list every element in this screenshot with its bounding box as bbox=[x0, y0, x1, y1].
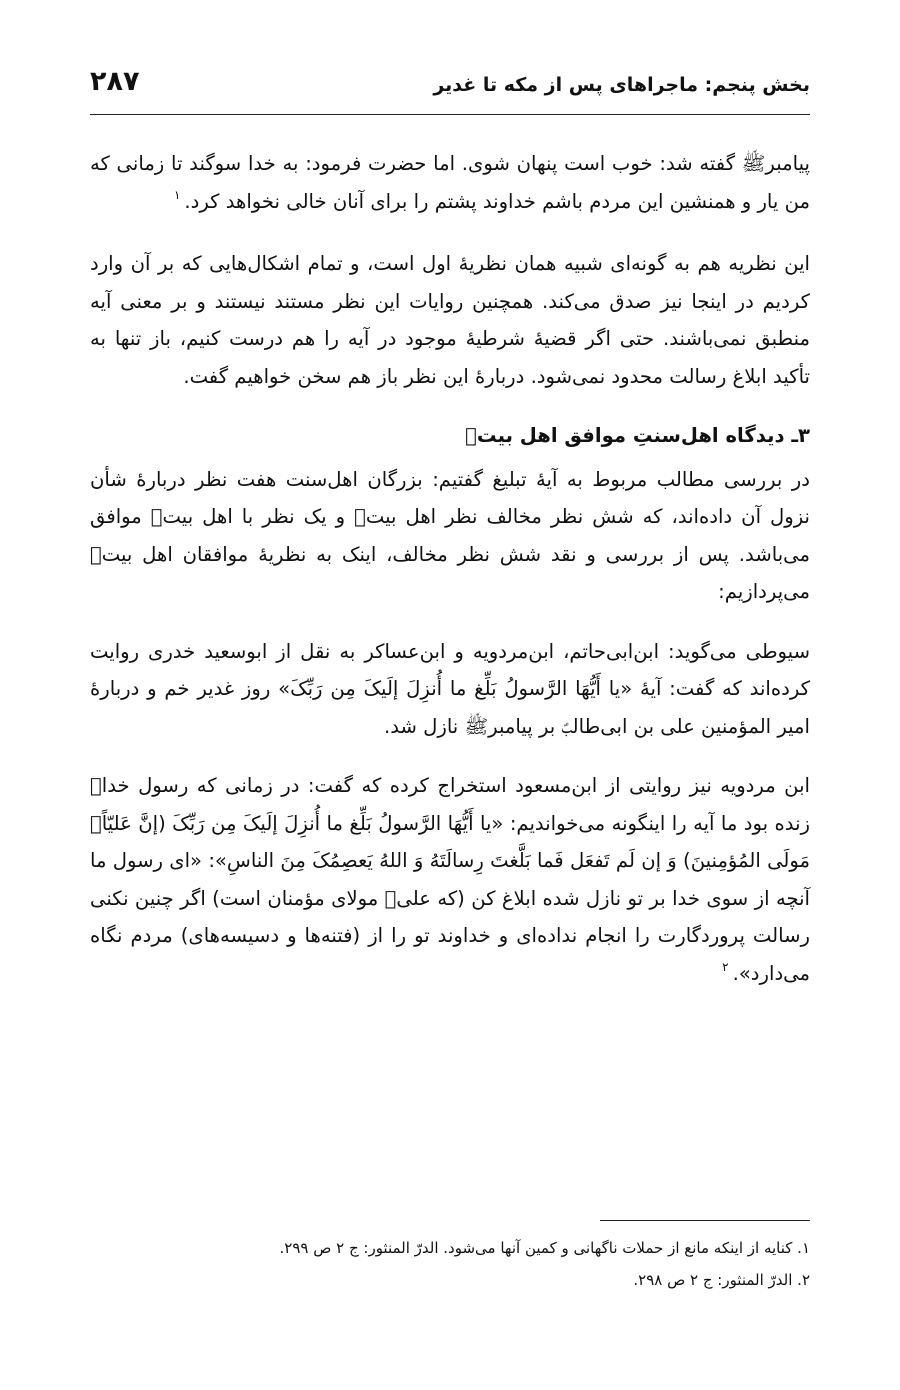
paragraph-4: سیوطی می‌گوید: ابن‌ابی‌حاتم، ابن‌مردویه و ابن‌عساکر به نقل از ابوسعید خدری روایت کرده‌اند که گفت: آیهٔ «یا أَیُّهَا الرَّسولُ بَلِّغ ما أُنزِلَ إلَیکَ مِن رَبِّکَ» روز غدیر خم و دربارهٔ امیر المؤمنین علی بن ابی‌طالبؑ بر پیامبرﷺ نازل شد. bbox=[90, 639, 810, 738]
page-body bbox=[90, 145, 810, 1017]
page-header bbox=[90, 62, 810, 115]
page-number: ۲۸۷ bbox=[90, 66, 140, 97]
paragraph-3: در بررسی مطالب مربوط به آیهٔ تبلیغ گفتیم: بزرگان اهل‌سنت هفت نظر دربارهٔ شأن نزول آن داده‌اند، که شش نظر مخالف نظر اهل بیتؑ و یک نظر با اهل بیتؑ موافق می‌باشد. پس از بررسی و نقد شش نظر مخالف، اینک به نظریهٔ موافقان اهل بیتؑ می‌پردازیم: bbox=[90, 467, 810, 603]
paragraph-2: این نظریه هم به گونه‌ای شبیه همان نظریهٔ اول است، و تمام اشکال‌هایی که بر آن وارد کردیم در اینجا نیز صدق می‌کند. همچنین روایات این نظر مستند نیستند و بر معنی آیه منطبق نمی‌باشند. حتی اگر قضیهٔ شرطیهٔ موجود در آیه را هم درست کنیم، باز تنها به تأکید ابلاغ رسالت محدود نمی‌شود. دربارهٔ این نظر باز هم سخن خواهیم گفت. bbox=[90, 252, 810, 388]
section-heading: ۳ـ دیدگاه اهل‌سنتِ موافق اهل بیتؑ bbox=[465, 424, 810, 447]
footnote-ref-1: ۱ bbox=[173, 187, 181, 202]
footnote-2: ۲. الدرّ المنثور: ج ۲ ص ۲۹۸. bbox=[633, 1271, 810, 1289]
footnote-divider bbox=[600, 1220, 810, 1221]
running-title: بخش پنجم: ماجراهای پس از مکه تا غدیر bbox=[433, 74, 810, 96]
footnotes bbox=[90, 1220, 810, 1299]
paragraph-1-text: پیامبرﷺ گفته شد: خوب است پنهان شوی. اما حضرت فرمود: به خدا سوگند تا زمانی که من یار و همنشین این مردم باشم خداوند پشتم را برای آنان خالی نخواهد کرد. bbox=[90, 152, 810, 213]
paragraph-5-text: ابن مردویه نیز روایتی از ابن‌مسعود استخراج کرده که گفت: در زمانی که رسول خداﷺ زنده بود ما آیه را اینگونه می‌خواندیم: «یا أَیُّهَا الرَّسولُ بَلِّغ ما أُنزِلَ إلَیکَ مِن رَبِّکَ (إنَّ عَلیّاًؑ مَولَی المُؤمِنینَ) وَ إن لَم تَفعَل فَما بَلَّغتَ رِسالَتَهُ وَ اللهُ یَعصِمُکَ مِنَ الناسِ»: «ای رسول ما آنچه از سوی خدا بر تو نازل شده ابلاغ کن (که علیؑ مولای مؤمنان است) اگر چنین نکنی رسالت پروردگارت را انجام نداده‌ای و خداوند تو را از (فتنه‌ها و دسیسه‌های) مردم نگاه می‌دارد». bbox=[90, 774, 810, 985]
footnote-1: ۱. کنایه از اینکه مانع از حملات ناگهانی و کمین آنها می‌شود. الدرّ المنثور: ج ۲ ص ۲۹۹. bbox=[279, 1239, 810, 1257]
paragraph-5 bbox=[90, 767, 810, 995]
footnote-ref-2: ۲ bbox=[722, 959, 729, 974]
paragraph-1 bbox=[90, 145, 810, 223]
